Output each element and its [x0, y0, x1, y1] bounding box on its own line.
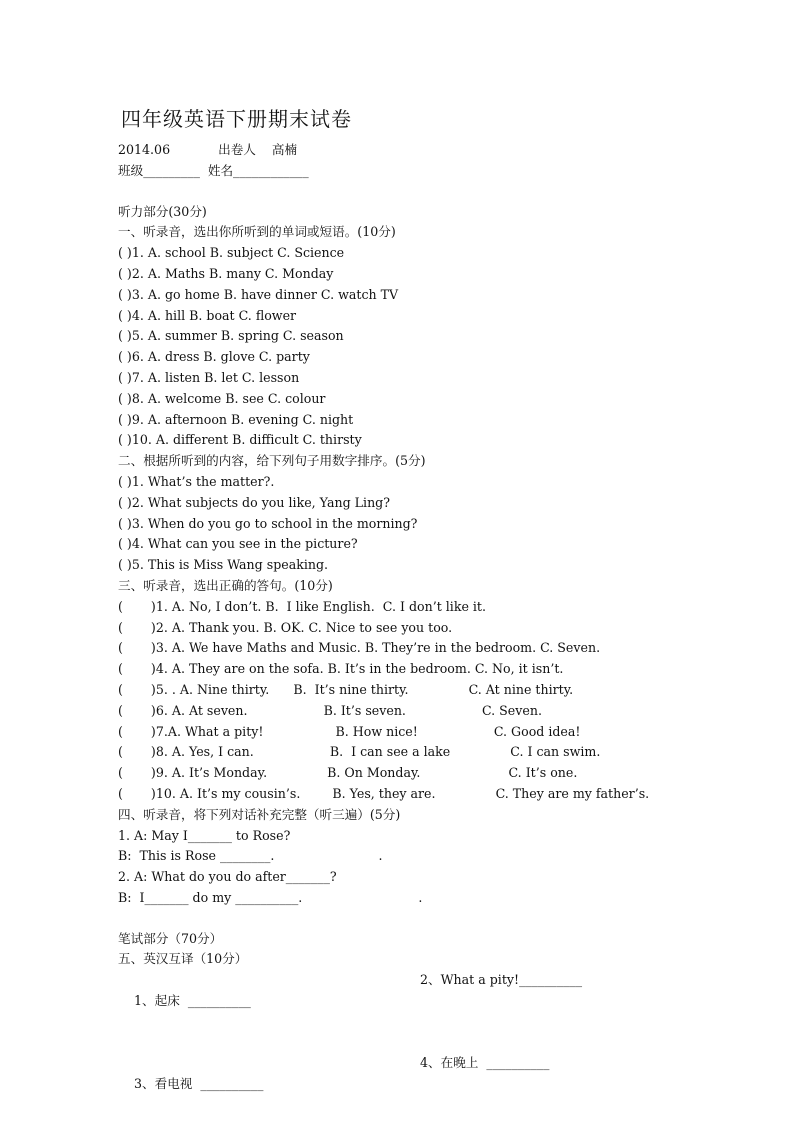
part4-item: 1. A: May I_______ to Rose? — [118, 827, 291, 843]
part1-heading: 一、听录音，选出你所听到的单词或短语。(10分) — [118, 224, 396, 240]
part2-item: ( )4. What can you see in the picture? — [118, 536, 358, 552]
header-class-name: 班级_________ 姓名____________ — [118, 162, 309, 178]
part1-item: ( )3. A. go home B. have dinner C. watch TV — [118, 286, 399, 302]
part3-item: ( )4. A. They are on the sofa. B. It’s in the bedroom. C. No, it isn’t. — [118, 661, 564, 677]
part5-item: 4、在晚上 __________ — [420, 1055, 550, 1071]
part1-item: ( )10. A. different B. difficult C. thirsty — [118, 432, 362, 448]
part1-item: ( )6. A. dress B. glove C. party — [118, 349, 310, 365]
header-date-author: 2014.06 出卷人 高楠 — [118, 142, 298, 157]
part2-item: ( )5. This is Miss Wang speaking. — [118, 557, 329, 573]
part4-item: 2. A: What do you do after_______? — [118, 869, 337, 885]
part3-item: ( )2. A. Thank you. B. OK. C. Nice to see you too. — [118, 619, 453, 635]
part1-item: ( )5. A. summer B. spring C. season — [118, 328, 344, 344]
part3-item: ( )7.A. What a pity! B. How nice! C. Good idea! — [118, 723, 581, 739]
part4-item: B: This is Rose ________. . — [118, 848, 383, 864]
part5-item: 3、看电视 __________ — [134, 1076, 264, 1092]
part5-heading: 五、英汉互译（10分） — [118, 951, 248, 967]
spacer — [118, 909, 738, 929]
spacer — [118, 182, 738, 202]
part3-item: ( )8. A. Yes, I can. B. I can see a lake C. I can swim. — [118, 744, 601, 760]
part5-row — [118, 970, 738, 1053]
listening-heading: 听力部分(30分) — [118, 203, 207, 219]
part3-item: ( )5. . A. Nine thirty. B. It’s nine thirty. C. At nine thirty. — [118, 681, 574, 697]
part3-item: ( )10. A. It’s my cousin’s. B. Yes, they are. C. They are my father’s. — [118, 785, 650, 801]
part1-item: ( )4. A. hill B. boat C. flower — [118, 307, 297, 323]
part1-item: ( )7. A. listen B. let C. lesson — [118, 369, 300, 385]
written-heading: 笔试部分（70分） — [118, 930, 223, 946]
part2-item: ( )2. What subjects do you like, Yang Ling? — [118, 494, 390, 510]
part3-item: ( )1. A. No, I don’t. B. I like English. C. I don’t like it. — [118, 598, 486, 614]
part5-item: 1、起床 __________ — [134, 993, 251, 1009]
part5-row — [118, 1053, 738, 1136]
part1-item: ( )1. A. school B. subject C. Science — [118, 245, 345, 261]
part3-heading: 三、听录音，选出正确的答句。(10分) — [118, 577, 333, 593]
part1-item: ( )2. A. Maths B. many C. Monday — [118, 265, 334, 281]
part1-item: ( )8. A. welcome B. see C. colour — [118, 390, 326, 406]
part2-item: ( )3. When do you go to school in the morning? — [118, 515, 418, 531]
part3-item: ( )6. A. At seven. B. It’s seven. C. Seven. — [118, 702, 542, 718]
part4-item: B: I_______ do my __________. . — [118, 889, 423, 905]
part3-item: ( )9. A. It’s Monday. B. On Monday. C. It’s one. — [118, 765, 578, 781]
exam-page — [118, 104, 738, 1137]
part4-heading: 四、听录音，将下列对话补充完整（听三遍）(5分) — [118, 806, 401, 822]
part3-item: ( )3. A. We have Maths and Music. B. They’re in the bedroom. C. Seven. — [118, 640, 601, 656]
part5-item: 2、What a pity!__________ — [420, 972, 583, 988]
part2-item: ( )1. What’s the matter?. — [118, 473, 275, 489]
part2-heading: 二、根据所听到的内容，给下列句子用数字排序。(5分) — [118, 453, 426, 469]
exam-title: 四年级英语下册期末试卷 — [121, 107, 352, 131]
part1-item: ( )9. A. afternoon B. evening C. night — [118, 411, 354, 427]
